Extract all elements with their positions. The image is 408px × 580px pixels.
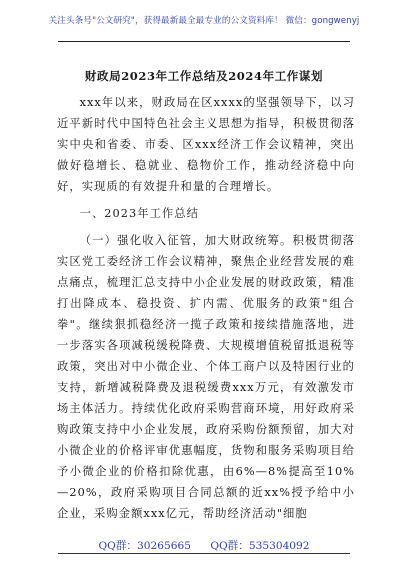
document-title: 财政局2023年工作总结及2024年工作谋划 (84, 69, 324, 83)
header-banner: 关注头条号"公文研究"，获得最新最全最专业的公文资料库！ 微信：gongwenyj (48, 16, 360, 26)
qq-group-1: QQ群：30265665 (98, 540, 191, 552)
section-heading: 一、2023年工作总结 (79, 207, 199, 220)
qq-group-2: QQ群：535304092 (210, 540, 310, 552)
footer-divider (58, 553, 350, 554)
body-paragraph: （一）强化收入征管，加大财政统筹。积极贯彻落实区党工委经济工作会议精神，聚焦企业经营发展的难点痛点，梳理汇总支持中小企业发展的财政政策，精准打出降成本、稳投资、扩内需、优服务的政策"组合拳"。继续狠抓稳经济一揽子政策和接续措施落地，进一步落实各项减税缓税降费、大规模增值税留抵退税等政策，突出对中小微企业、个体工商户以及特困行业的支持，新增减税降费及退税缓费xxx万元，有效激发市场主体活力。持续优化政府采购营商环境，用好政府采购政策支持中小企业发展，政府采购份额预留，加大对小微企业的价格评审优惠幅度，货物和服务采购项目给予小微企业的价格扣除优惠，由6%—8%提高至10%—20%，政府采购项目合同总额的近xx%授予给中小企业，采购金额xxx亿元，帮助经济活动"细胞 (57, 234, 355, 520)
document-body (57, 92, 355, 524)
header-divider (58, 41, 350, 42)
intro-paragraph: xxx年以来，财政局在区xxxx的坚强领导下，以习近平新时代中国特色社会主义思想为指导，积极贯彻落实中央和省委、市委、区xxx经济工作会议精神，突出做好稳增长、稳就业、稳物价工作，推动经济稳中向好，实现质的有效提升和量的合理增长。 (57, 96, 355, 193)
footer-contact (0, 538, 408, 553)
